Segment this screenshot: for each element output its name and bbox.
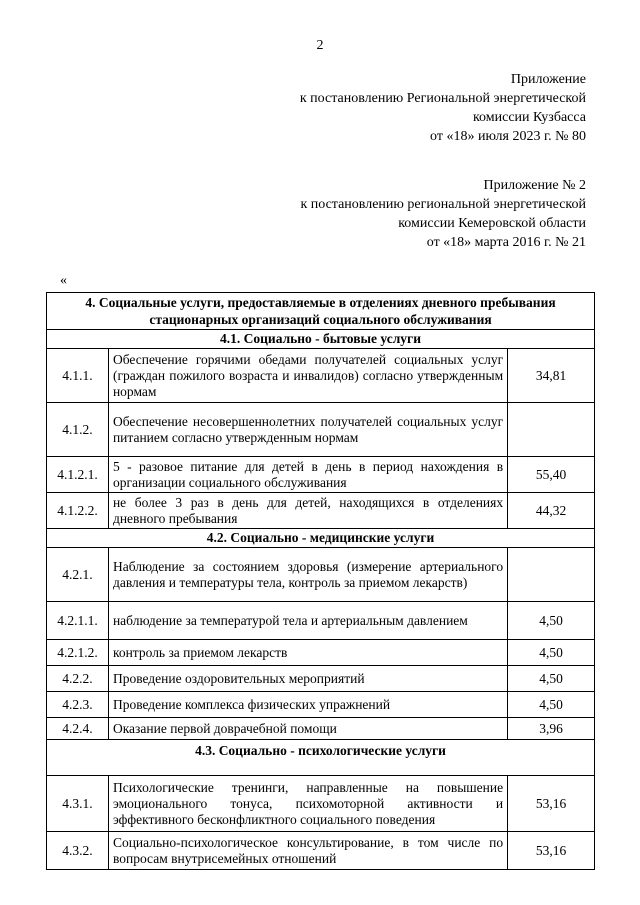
row-number: 4.2.2.: [47, 666, 109, 692]
table-row: [47, 718, 595, 740]
open-quote: «: [60, 273, 67, 288]
table-row: [47, 403, 595, 457]
row-price: 55,40: [508, 457, 595, 493]
row-price: 4,50: [508, 640, 595, 666]
row-number: 4.2.1.1.: [47, 602, 109, 640]
table-row: [47, 832, 595, 870]
row-number: 4.1.1.: [47, 349, 109, 403]
table-row: [47, 692, 595, 718]
row-service: не более 3 раз в день для детей, находящихся в отделениях дневного пребывания: [108, 493, 507, 529]
section-header-row: [47, 330, 595, 349]
table-row: [47, 349, 595, 403]
row-service: контроль за приемом лекарств: [108, 640, 507, 666]
appendix-line: от «18» июля 2023 г. № 80: [430, 129, 586, 144]
page-number: 2: [316, 38, 324, 53]
section-title: 4.2. Социально - медицинские услуги: [47, 529, 595, 548]
row-service: Оказание первой доврачебной помощи: [108, 718, 507, 740]
row-number: 4.1.2.: [47, 403, 109, 457]
appendix-header-current: [300, 70, 586, 146]
table-row: [47, 457, 595, 493]
table-row: [47, 493, 595, 529]
row-service: Наблюдение за состоянием здоровья (измерение артериального давления и температуры тела, контроль за приемом лекарств): [108, 548, 507, 602]
appendix-line: от «18» марта 2016 г. № 21: [426, 235, 586, 250]
row-service: Психологические тренинги, направленные на повышение эмоционального тонуса, психомоторной активности и эффективного бесконфликтного социального поведения: [108, 776, 507, 832]
row-price: 4,50: [508, 666, 595, 692]
row-number: 4.2.1.2.: [47, 640, 109, 666]
row-service: Проведение оздоровительных мероприятий: [108, 666, 507, 692]
row-service: Обеспечение горячими обедами получателей социальных услуг (граждан пожилого возраста и инвалидов) согласно утвержденным нормам: [108, 349, 507, 403]
row-service: Проведение комплекса физических упражнений: [108, 692, 507, 718]
appendix-line: Приложение № 2: [483, 178, 586, 193]
appendix-line: к постановлению региональной энергетической: [300, 197, 586, 212]
table-row: [47, 776, 595, 832]
appendix-header-original: [300, 176, 586, 252]
row-number: 4.2.1.: [47, 548, 109, 602]
row-number: 4.2.4.: [47, 718, 109, 740]
row-service: Социально-психологическое консультирование, в том числе по вопросам внутрисемейных отношений: [108, 832, 507, 870]
table-row: [47, 640, 595, 666]
row-number: 4.3.2.: [47, 832, 109, 870]
row-price: 53,16: [508, 832, 595, 870]
section-header-row: [47, 529, 595, 548]
row-number: 4.2.3.: [47, 692, 109, 718]
row-price: 4,50: [508, 602, 595, 640]
row-price: 34,81: [508, 349, 595, 403]
section-title: 4.3. Социально - психологические услуги: [47, 740, 595, 776]
appendix-line: к постановлению Региональной энергетической: [299, 91, 586, 106]
row-price: 4,50: [508, 692, 595, 718]
section-header-row: [47, 740, 595, 776]
appendix-line: Приложение: [510, 72, 586, 87]
row-price: 53,16: [508, 776, 595, 832]
row-price: [508, 548, 595, 602]
row-number: 4.1.2.1.: [47, 457, 109, 493]
table-row: [47, 548, 595, 602]
row-number: 4.1.2.2.: [47, 493, 109, 529]
table-row: [47, 666, 595, 692]
row-number: 4.3.1.: [47, 776, 109, 832]
section-title: 4.1. Социально - бытовые услуги: [47, 330, 595, 349]
row-service: Обеспечение несовершеннолетних получателей социальных услуг питанием согласно утвержденным нормам: [108, 403, 507, 457]
row-service: наблюдение за температурой тела и артериальным давлением: [108, 602, 507, 640]
appendix-line: комиссии Кемеровской области: [398, 216, 586, 231]
table-main-header-row: [47, 293, 595, 330]
services-table: [46, 292, 595, 870]
table-main-header: 4. Социальные услуги, предоставляемые в отделениях дневного пребывания стационарных организаций социального обслуживания: [47, 293, 595, 330]
row-price: 44,32: [508, 493, 595, 529]
appendix-line: комиссии Кузбасса: [472, 110, 586, 125]
table-row: [47, 602, 595, 640]
row-price: [508, 403, 595, 457]
row-service: 5 - разовое питание для детей в день в период нахождения в организации социального обслуживания: [108, 457, 507, 493]
row-price: 3,96: [508, 718, 595, 740]
